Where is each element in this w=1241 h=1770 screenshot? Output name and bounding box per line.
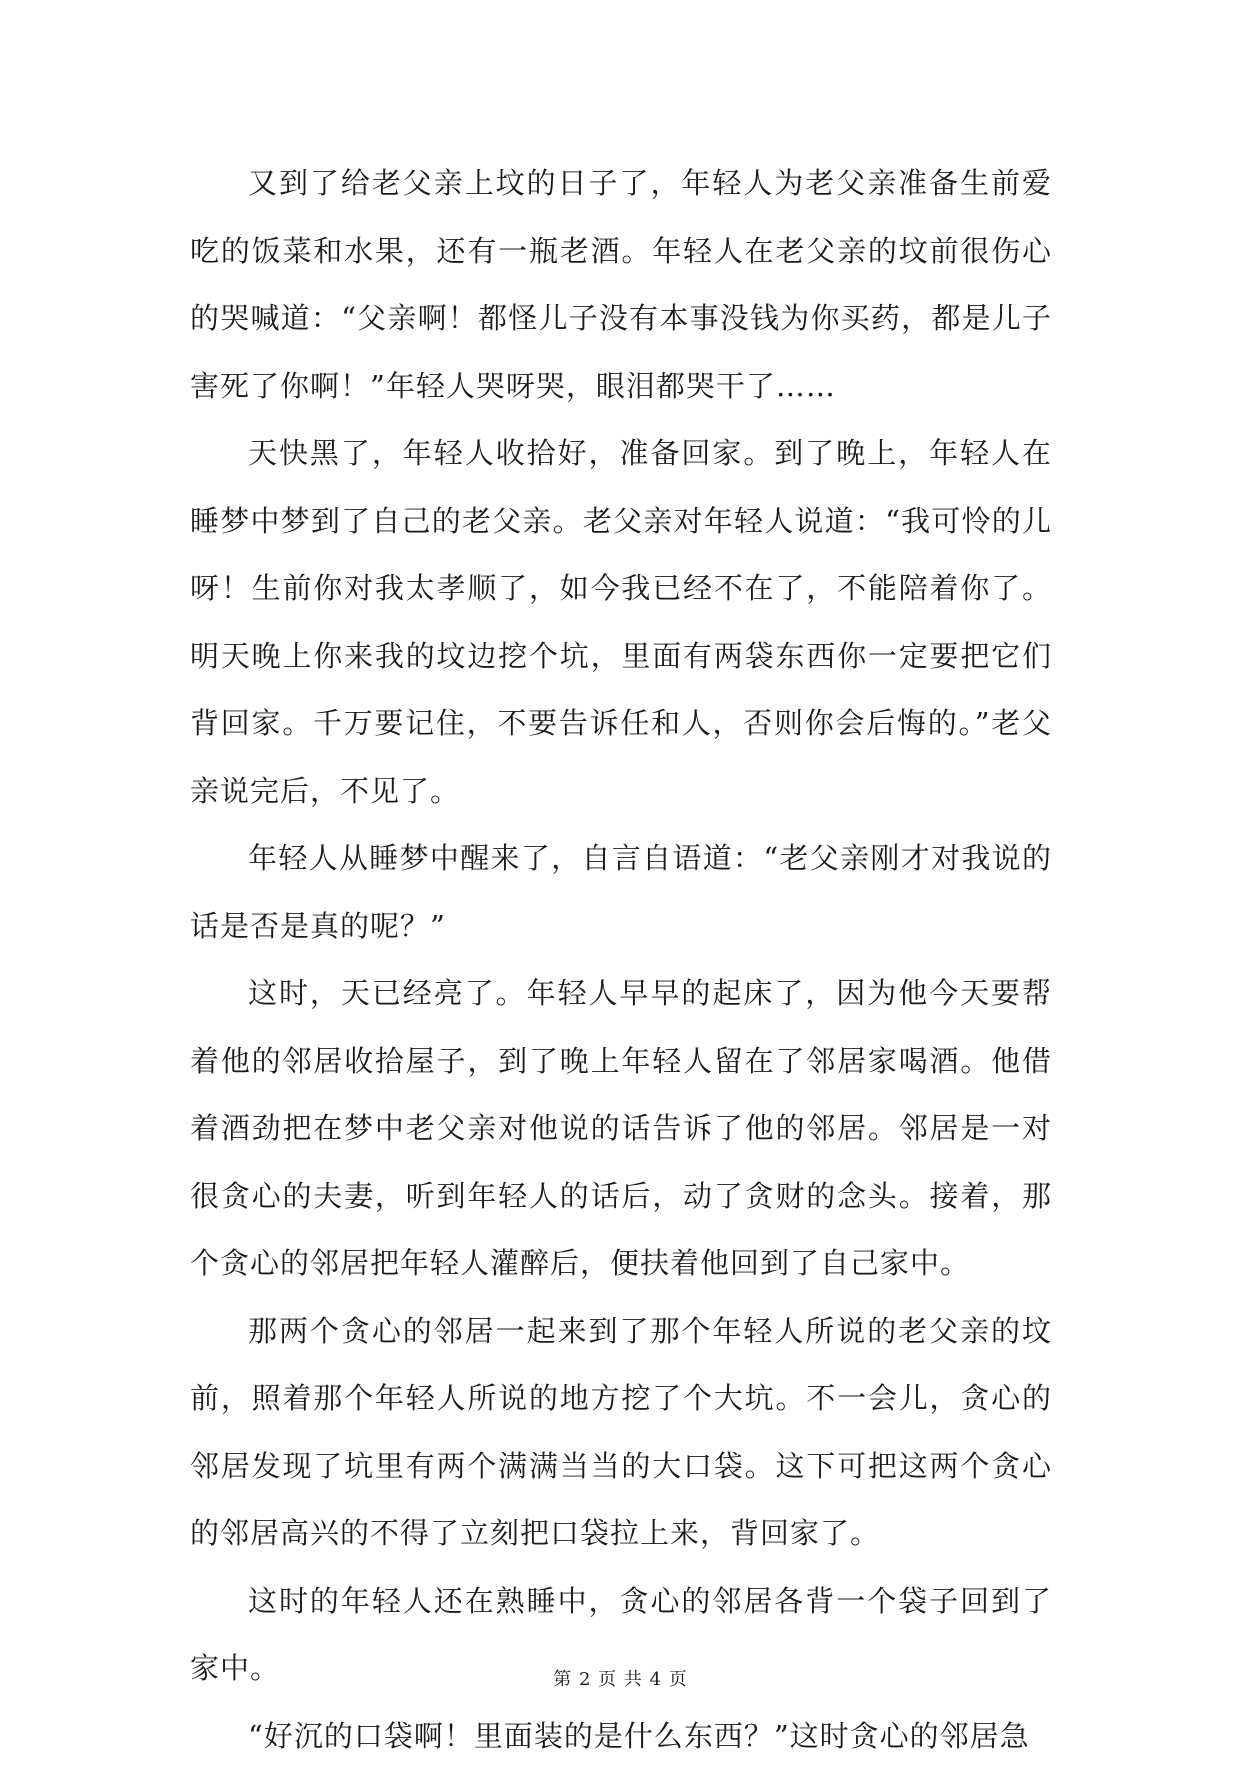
paragraph-2: 天快黑了，年轻人收拾好，准备回家。到了晚上，年轻人在睡梦中梦到了自己的老父亲。老父亲对年轻人说道：“我可怜的儿呀！生前你对我太孝顺了，如今我已经不在了，不能陪着你了。明天晚上你来我的坟边挖个坑，里面有两袋东西你一定要把它们背回家。千万要记住，不要告诉任和人，否则你会后悔的。”老父亲说完后，不见了。 <box>190 420 1052 825</box>
paragraph-7: “好沉的口袋啊！里面装的是什么东西？”这时贪心的邻居急 <box>190 1703 1052 1770</box>
paragraph-5: 那两个贪心的邻居一起来到了那个年轻人所说的老父亲的坟前，照着那个年轻人所说的地方挖了个大坑。不一会儿，贪心的邻居发现了坑里有两个满满当当的大口袋。这下可把这两个贪心的邻居高兴的不得了立刻把口袋拉上来，背回家了。 <box>190 1298 1052 1568</box>
paragraph-4: 这时，天已经亮了。年轻人早早的起床了，因为他今天要帮着他的邻居收拾屋子，到了晚上年轻人留在了邻居家喝酒。他借着酒劲把在梦中老父亲对他说的话告诉了他的邻居。邻居是一对很贪心的夫妻，听到年轻人的话后，动了贪财的念头。接着，那个贪心的邻居把年轻人灌醉后，便扶着他回到了自己家中。 <box>190 960 1052 1298</box>
paragraph-6: 这时的年轻人还在熟睡中，贪心的邻居各背一个袋子回到了家中。 <box>190 1568 1052 1703</box>
page-footer: 第 2 页 共 4 页 <box>0 1668 1241 1692</box>
body-text <box>190 150 1052 1770</box>
paragraph-3: 年轻人从睡梦中醒来了，自言自语道：“老父亲刚才对我说的话是否是真的呢？” <box>190 825 1052 960</box>
paragraph-1: 又到了给老父亲上坟的日子了，年轻人为老父亲准备生前爱吃的饭菜和水果，还有一瓶老酒。年轻人在老父亲的坟前很伤心的哭喊道：“父亲啊！都怪儿子没有本事没钱为你买药，都是儿子害死了你啊！”年轻人哭呀哭，眼泪都哭干了…… <box>190 150 1052 420</box>
